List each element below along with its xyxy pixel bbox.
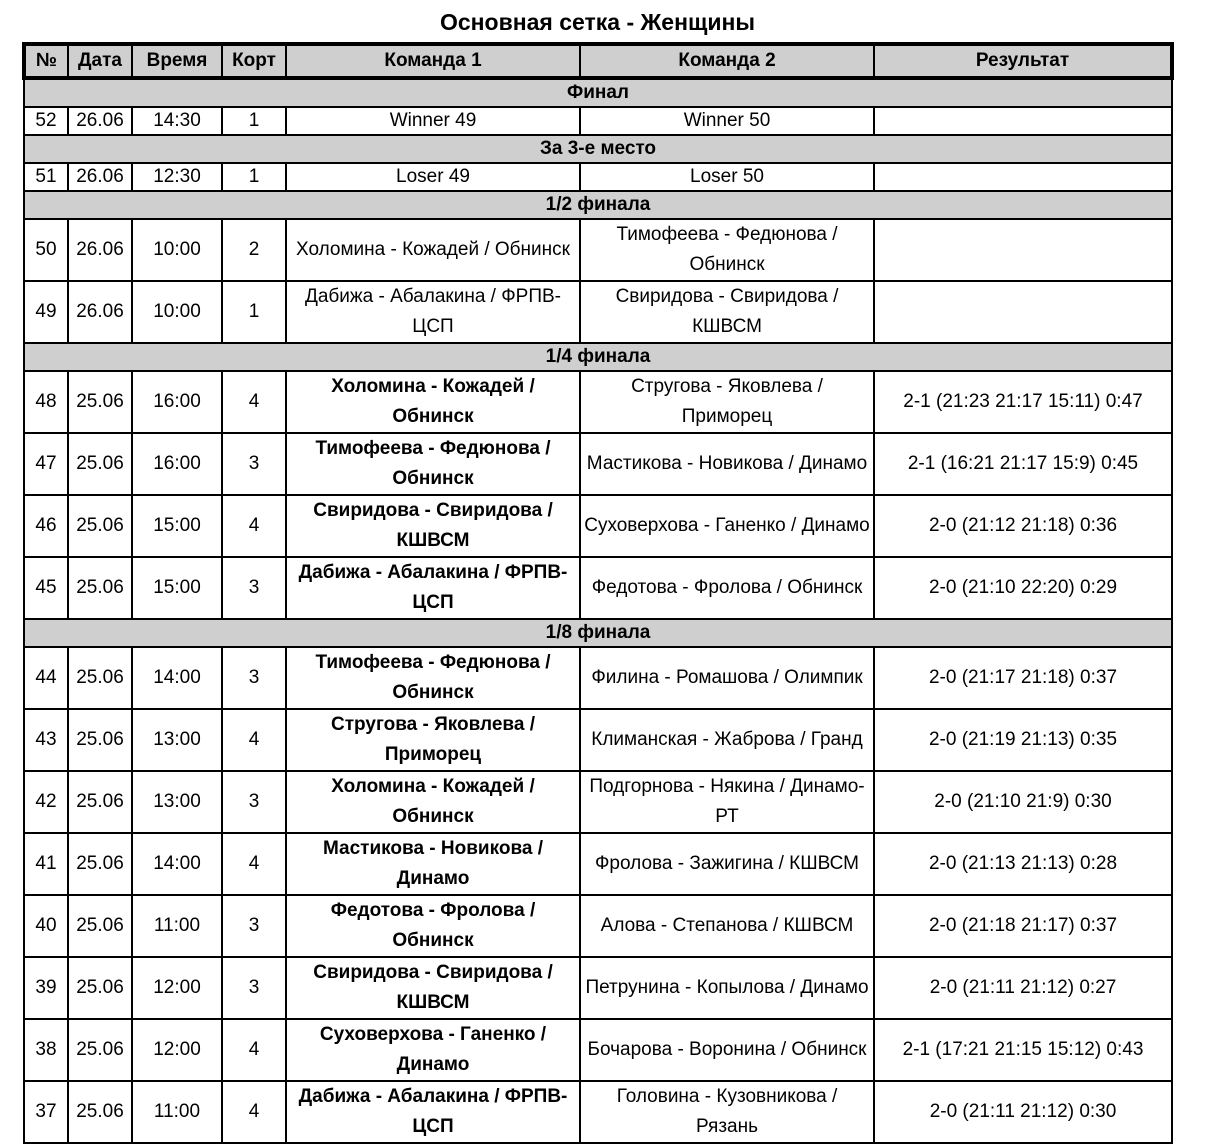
match-number: 51	[24, 163, 68, 191]
stage-row	[24, 135, 1172, 163]
table-row	[24, 1019, 1172, 1081]
stage-row	[24, 619, 1172, 647]
table-row	[24, 833, 1172, 895]
match-court: 4	[222, 371, 286, 433]
match-number: 43	[24, 709, 68, 771]
match-date: 25.06	[68, 709, 132, 771]
team1-cell: Loser 49	[286, 163, 580, 191]
table-row	[24, 371, 1172, 433]
stage-title: Финал	[24, 78, 1172, 107]
match-number: 44	[24, 647, 68, 709]
match-number: 41	[24, 833, 68, 895]
team1-cell: Свиридова - Свиридова / КШВСМ	[286, 495, 580, 557]
table-row	[24, 771, 1172, 833]
match-date: 25.06	[68, 371, 132, 433]
match-court: 3	[222, 771, 286, 833]
match-date: 25.06	[68, 957, 132, 1019]
match-court: 4	[222, 833, 286, 895]
stage-title: За 3-е место	[24, 135, 1172, 163]
stage-row	[24, 343, 1172, 371]
team1-cell: Дабижа - Абалакина / ФРПВ-ЦСП	[286, 281, 580, 343]
team1-cell: Холомина - Кожадей / Обнинск	[286, 771, 580, 833]
match-time: 16:00	[132, 433, 222, 495]
team1-cell: Стругова - Яковлева / Приморец	[286, 709, 580, 771]
stage-title: 1/4 финала	[24, 343, 1172, 371]
page-title: Основная сетка - Женщины	[439, 9, 756, 35]
table-row	[24, 107, 1172, 135]
match-number: 47	[24, 433, 68, 495]
match-time: 14:00	[132, 833, 222, 895]
team1-cell: Холомина - Кожадей / Обнинск	[286, 219, 580, 281]
team2-cell: Климанская - Жаброва / Гранд	[580, 709, 874, 771]
match-time: 10:00	[132, 281, 222, 343]
match-time: 12:00	[132, 957, 222, 1019]
match-court: 2	[222, 219, 286, 281]
match-number: 38	[24, 1019, 68, 1081]
team1-cell: Мастикова - Новикова / Динамо	[286, 833, 580, 895]
match-date: 26.06	[68, 107, 132, 135]
match-number: 46	[24, 495, 68, 557]
team2-cell: Филина - Ромашова / Олимпик	[580, 647, 874, 709]
header-team2: Команда 2	[580, 44, 874, 78]
match-number: 45	[24, 557, 68, 619]
table-row	[24, 709, 1172, 771]
match-time: 14:30	[132, 107, 222, 135]
result-cell: 2-0 (21:10 21:9) 0:30	[874, 771, 1172, 833]
stage-row	[24, 191, 1172, 219]
match-time: 16:00	[132, 371, 222, 433]
match-court: 3	[222, 647, 286, 709]
result-cell: 2-0 (21:19 21:13) 0:35	[874, 709, 1172, 771]
team2-cell: Свиридова - Свиридова / КШВСМ	[580, 281, 874, 343]
match-time: 12:00	[132, 1019, 222, 1081]
match-court: 4	[222, 495, 286, 557]
team2-cell: Суховерхова - Ганенко / Динамо	[580, 495, 874, 557]
result-cell: 2-0 (21:17 21:18) 0:37	[874, 647, 1172, 709]
match-date: 26.06	[68, 219, 132, 281]
match-date: 25.06	[68, 895, 132, 957]
result-cell	[874, 107, 1172, 135]
table-row	[24, 495, 1172, 557]
result-cell: 2-0 (21:10 22:20) 0:29	[874, 557, 1172, 619]
team2-cell: Фролова - Зажигина / КШВСМ	[580, 833, 874, 895]
match-date: 25.06	[68, 647, 132, 709]
match-court: 3	[222, 957, 286, 1019]
header-team1: Команда 1	[286, 44, 580, 78]
stage-row	[24, 78, 1172, 107]
header-result: Результат	[874, 44, 1172, 78]
team1-cell: Тимофеева - Федюнова / Обнинск	[286, 433, 580, 495]
match-number: 42	[24, 771, 68, 833]
match-time: 13:00	[132, 771, 222, 833]
result-cell: 2-1 (16:21 21:17 15:9) 0:45	[874, 433, 1172, 495]
result-cell: 2-1 (17:21 21:15 15:12) 0:43	[874, 1019, 1172, 1081]
team2-cell: Алова - Степанова / КШВСМ	[580, 895, 874, 957]
match-time: 12:30	[132, 163, 222, 191]
team1-cell: Дабижа - Абалакина / ФРПВ-ЦСП	[286, 557, 580, 619]
result-cell: 2-0 (21:11 21:12) 0:27	[874, 957, 1172, 1019]
match-date: 25.06	[68, 1081, 132, 1143]
team2-cell: Loser 50	[580, 163, 874, 191]
result-cell	[874, 219, 1172, 281]
match-number: 48	[24, 371, 68, 433]
result-cell: 2-0 (21:11 21:12) 0:30	[874, 1081, 1172, 1143]
team2-cell: Федотова - Фролова / Обнинск	[580, 557, 874, 619]
header-court: Корт	[222, 44, 286, 78]
match-court: 4	[222, 1019, 286, 1081]
team2-cell: Тимофеева - Федюнова / Обнинск	[580, 219, 874, 281]
match-number: 40	[24, 895, 68, 957]
match-court: 3	[222, 557, 286, 619]
match-time: 15:00	[132, 557, 222, 619]
table-row	[24, 1081, 1172, 1143]
header-num: №	[24, 44, 68, 78]
match-court: 3	[222, 895, 286, 957]
result-cell: 2-0 (21:13 21:13) 0:28	[874, 833, 1172, 895]
table-row	[24, 433, 1172, 495]
table-row	[24, 219, 1172, 281]
header-date: Дата	[68, 44, 132, 78]
match-court: 4	[222, 709, 286, 771]
match-number: 39	[24, 957, 68, 1019]
match-number: 50	[24, 219, 68, 281]
table-row	[24, 895, 1172, 957]
result-cell	[874, 281, 1172, 343]
table-row	[24, 281, 1172, 343]
match-date: 25.06	[68, 1019, 132, 1081]
bracket-table	[22, 42, 1174, 1144]
match-date: 25.06	[68, 495, 132, 557]
match-date: 25.06	[68, 771, 132, 833]
team1-cell: Winner 49	[286, 107, 580, 135]
match-number: 52	[24, 107, 68, 135]
team1-cell: Холомина - Кожадей / Обнинск	[286, 371, 580, 433]
team2-cell: Петрунина - Копылова / Динамо	[580, 957, 874, 1019]
match-time: 15:00	[132, 495, 222, 557]
team2-cell: Подгорнова - Някина / Динамо-РТ	[580, 771, 874, 833]
result-cell: 2-0 (21:18 21:17) 0:37	[874, 895, 1172, 957]
match-date: 26.06	[68, 163, 132, 191]
team1-cell: Дабижа - Абалакина / ФРПВ-ЦСП	[286, 1081, 580, 1143]
table-row	[24, 647, 1172, 709]
match-time: 13:00	[132, 709, 222, 771]
match-date: 25.06	[68, 557, 132, 619]
match-time: 10:00	[132, 219, 222, 281]
team2-cell: Мастикова - Новикова / Динамо	[580, 433, 874, 495]
bracket-body	[24, 78, 1172, 1143]
table-row	[24, 557, 1172, 619]
team2-cell: Winner 50	[580, 107, 874, 135]
table-row	[24, 163, 1172, 191]
team1-cell: Свиридова - Свиридова / КШВСМ	[286, 957, 580, 1019]
match-number: 49	[24, 281, 68, 343]
match-court: 3	[222, 433, 286, 495]
match-time: 11:00	[132, 895, 222, 957]
match-court: 1	[222, 163, 286, 191]
table-row	[24, 957, 1172, 1019]
match-time: 14:00	[132, 647, 222, 709]
match-number: 37	[24, 1081, 68, 1143]
stage-title: 1/8 финала	[24, 619, 1172, 647]
header-row	[24, 44, 1172, 78]
result-cell: 2-0 (21:12 21:18) 0:36	[874, 495, 1172, 557]
result-cell: 2-1 (21:23 21:17 15:11) 0:47	[874, 371, 1172, 433]
match-court: 1	[222, 107, 286, 135]
team2-cell: Головина - Кузовникова / Рязань	[580, 1081, 874, 1143]
match-time: 11:00	[132, 1081, 222, 1143]
result-cell	[874, 163, 1172, 191]
match-court: 4	[222, 1081, 286, 1143]
stage-title: 1/2 финала	[24, 191, 1172, 219]
team2-cell: Стругова - Яковлева / Приморец	[580, 371, 874, 433]
match-date: 25.06	[68, 433, 132, 495]
team1-cell: Федотова - Фролова / Обнинск	[286, 895, 580, 957]
header-time: Время	[132, 44, 222, 78]
team1-cell: Суховерхова - Ганенко / Динамо	[286, 1019, 580, 1081]
match-court: 1	[222, 281, 286, 343]
team1-cell: Тимофеева - Федюнова / Обнинск	[286, 647, 580, 709]
match-date: 25.06	[68, 833, 132, 895]
team2-cell: Бочарова - Воронина / Обнинск	[580, 1019, 874, 1081]
match-date: 26.06	[68, 281, 132, 343]
